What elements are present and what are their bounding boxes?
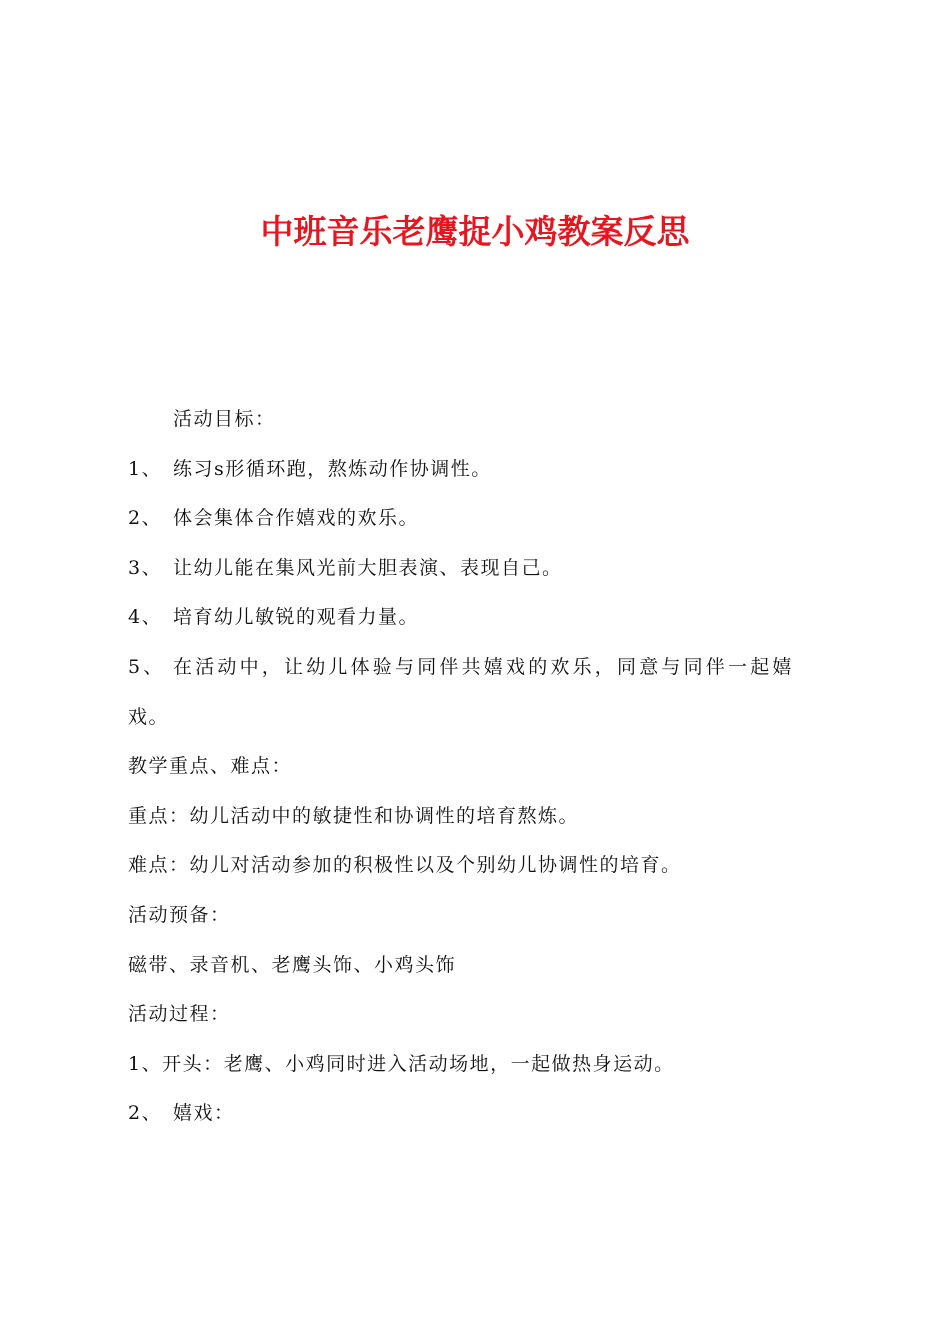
goal-text: 体会集体合作嬉戏的欢乐。 bbox=[173, 507, 420, 530]
goal-item-5-continued: 戏。 bbox=[128, 705, 170, 728]
goal-text: 培育幼儿敏锐的观看力量。 bbox=[173, 606, 420, 629]
goal-number: 4、 bbox=[128, 606, 163, 629]
document-title: 中班音乐老鹰捉小鸡教案反思 bbox=[260, 212, 690, 251]
section-heading-goals: 活动目标： bbox=[173, 408, 276, 430]
section-heading-key-points: 教学重点、难点： bbox=[128, 755, 293, 778]
goal-number: 3、 bbox=[128, 556, 163, 579]
step-number: 2、 bbox=[128, 1102, 163, 1125]
difficulty-point: 难点：幼儿对活动参加的积极性以及个别幼儿协调性的培育。 bbox=[128, 854, 682, 877]
goal-item-1 bbox=[128, 445, 838, 495]
goal-item-5 bbox=[128, 643, 838, 693]
process-step-1: 1、开头：老鹰、小鸡同时进入活动场地，一起做热身运动。 bbox=[128, 1052, 675, 1075]
section-heading-prep: 活动预备： bbox=[128, 903, 231, 926]
goal-item-3 bbox=[128, 544, 838, 594]
goal-number: 2、 bbox=[128, 507, 163, 530]
prep-items: 磁带、录音机、老鹰头饰、小鸡头饰 bbox=[128, 953, 457, 976]
section-heading-process: 活动过程： bbox=[128, 1003, 231, 1026]
goal-text: 练习s形循环跑，熬炼动作协调性。 bbox=[173, 457, 492, 480]
goal-item-2 bbox=[128, 494, 838, 544]
goal-text: 让幼儿能在集风光前大胆表演、表现自己。 bbox=[173, 556, 563, 579]
goal-text: 在活动中，让幼儿体验与同伴共嬉戏的欢乐，同意与同伴一起嬉 bbox=[173, 655, 795, 678]
key-point: 重点：幼儿活动中的敏捷性和协调性的培育熬炼。 bbox=[128, 804, 580, 827]
goal-number: 5、 bbox=[128, 655, 166, 678]
step-text: 嬉戏： bbox=[173, 1102, 235, 1125]
goal-item-4 bbox=[128, 593, 838, 643]
document-body bbox=[128, 395, 838, 1139]
process-step-2 bbox=[128, 1089, 838, 1139]
goal-number: 1、 bbox=[128, 457, 163, 480]
